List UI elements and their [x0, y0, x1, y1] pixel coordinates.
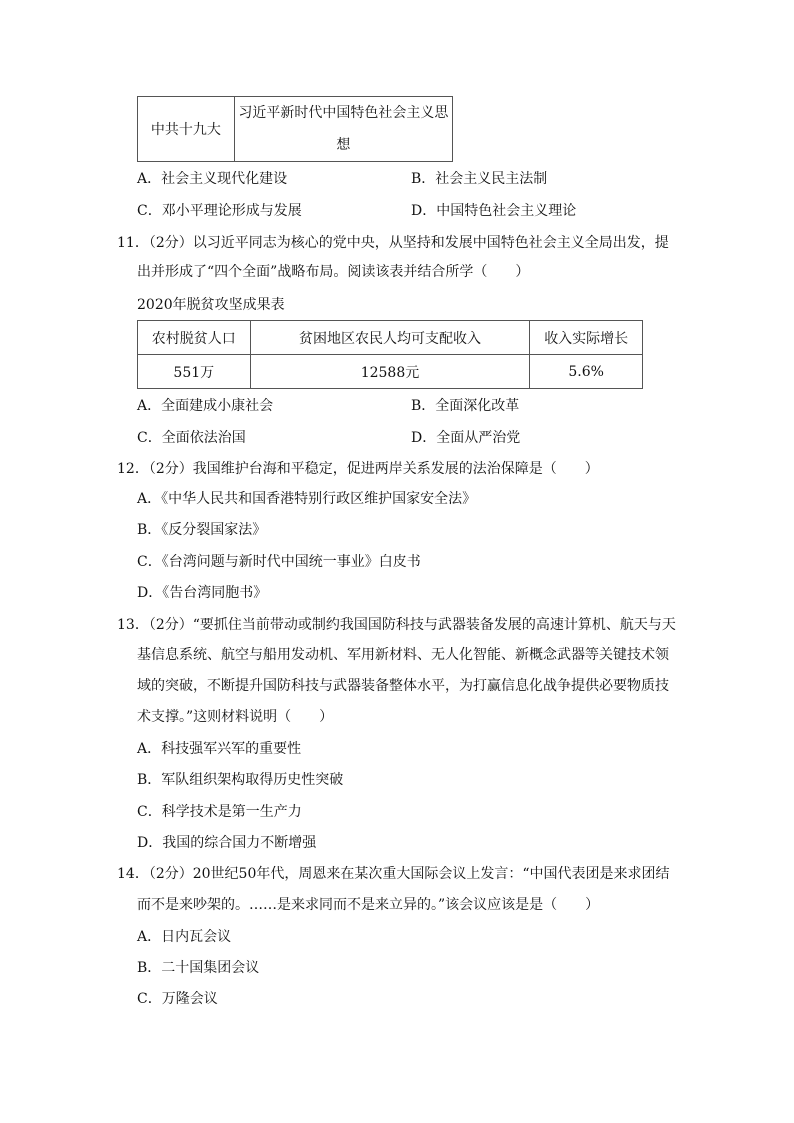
- q11-value-1: 551万: [138, 355, 251, 389]
- q13-option-b[interactable]: B．军队组织架构取得历史性突破: [137, 772, 344, 788]
- q14-option-b[interactable]: B．二十国集团会议: [137, 960, 260, 976]
- q13-option-d[interactable]: D．我国的综合国力不断增强: [137, 835, 317, 851]
- q11-option-c[interactable]: C．全面依法治国: [137, 430, 246, 446]
- q11-header-2: 贫困地区农民人均可支配收入: [250, 321, 530, 355]
- q10-table: [137, 96, 453, 162]
- q13-option-a[interactable]: A．科技强军兴军的重要性: [137, 741, 302, 757]
- q14-stem-line1: 14．（2分）20世纪50年代，周恩来在某次重大国际会议上发言：“中国代表团是来求团结: [117, 866, 670, 882]
- q11-value-3: 5.6%: [530, 355, 643, 389]
- table-row: [138, 321, 643, 355]
- q13-stem-line3: 域的突破，不断提升国防科技与武器装备整体水平，为打赢信息化战争提供必要物质技: [137, 678, 669, 694]
- q11-option-a[interactable]: A．全面建成小康社会: [137, 398, 274, 414]
- q10-table-label: 中共十九大: [138, 97, 235, 162]
- q12-option-d[interactable]: D．《告台湾同胞书》: [137, 585, 268, 601]
- q10-option-c[interactable]: C．邓小平理论形成与发展: [137, 203, 302, 219]
- q13-option-c[interactable]: C．科学技术是第一生产力: [137, 804, 302, 820]
- q13-stem-line1: 13．（2分）“要抓住当前带动或制约我国国防科技与武器装备发展的高速计算机、航天与天: [117, 617, 676, 633]
- q10-option-b[interactable]: B．社会主义民主法制: [411, 171, 548, 187]
- q12-stem-line1: 12．（2分）我国维护台海和平稳定，促进两岸关系发展的法治保障是（ ）: [117, 461, 599, 477]
- q14-option-c[interactable]: C．万隆会议: [137, 991, 218, 1007]
- q10-option-d[interactable]: D．中国特色社会主义理论: [411, 203, 577, 219]
- q11-table: [137, 320, 643, 389]
- q11-stem-line1: 11．（2分）以习近平同志为核心的党中央，从坚持和发展中国特色社会主义全局出发，提: [117, 235, 669, 251]
- q11-value-2: 12588元: [250, 355, 530, 389]
- q11-header-1: 农村脱贫人口: [138, 321, 251, 355]
- q10-table-content: 习近平新时代中国特色社会主义思想: [234, 97, 452, 162]
- q13-stem-line2: 基信息系统、航空与船用发动机、军用新材料、无人化智能、新概念武器等关键技术领: [137, 647, 669, 663]
- q14-stem-line2: 而不是来吵架的。……是来求同而不是来立异的。”该会议应该是是（ ）: [137, 897, 600, 913]
- q12-option-c[interactable]: C．《台湾问题与新时代中国统一事业》白皮书: [137, 554, 421, 570]
- table-row: [138, 97, 453, 162]
- q10-option-a[interactable]: A．社会主义现代化建设: [137, 171, 288, 187]
- q11-option-b[interactable]: B．全面深化改革: [411, 398, 520, 414]
- q13-stem-line4: 术支撑。”这则材料说明（ ）: [137, 709, 334, 725]
- q11-header-3: 收入实际增长: [530, 321, 643, 355]
- q11-stem-line2: 出并形成了“四个全面”战略布局。阅读该表并结合所学（ ）: [137, 264, 530, 280]
- q11-table-title: 2020年脱贫攻坚成果表: [137, 297, 285, 313]
- q12-option-b[interactable]: B．《反分裂国家法》: [137, 522, 267, 538]
- q11-option-d[interactable]: D．全面从严治党: [411, 430, 521, 446]
- q12-option-a[interactable]: A．《中华人民共和国香港特别行政区维护国家安全法》: [137, 491, 477, 507]
- table-row: [138, 355, 643, 389]
- q14-option-a[interactable]: A．日内瓦会议: [137, 929, 232, 945]
